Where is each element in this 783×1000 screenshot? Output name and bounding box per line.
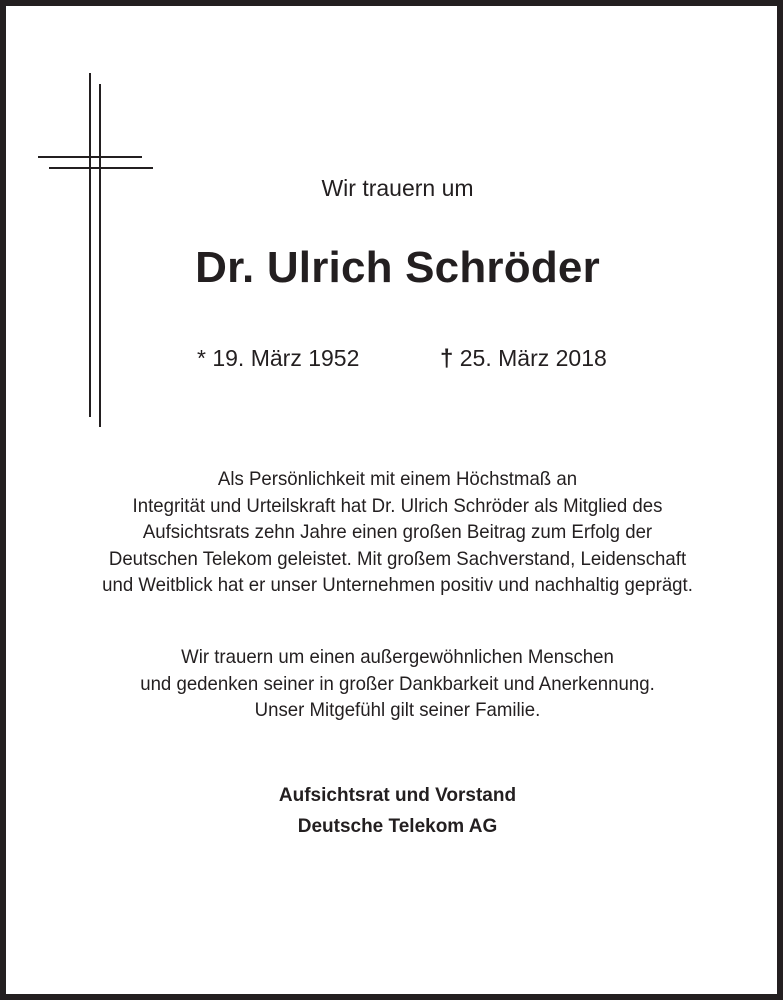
- deceased-name: Dr. Ulrich Schröder: [195, 243, 600, 292]
- paragraph-line: Aufsichtsrats zehn Jahre einen großen Beitrag zum Erfolg der: [142, 521, 653, 544]
- signature-line-company: Deutsche Telekom AG: [297, 816, 498, 837]
- tribute-paragraph: [6, 466, 783, 599]
- death-date: [440, 344, 607, 373]
- paragraph-line: Wir trauern um einen außergewöhnlichen Menschen: [181, 646, 614, 668]
- paragraph-line: Deutschen Telekom geleistet. Mit großem Sachverstand, Leidenschaft: [108, 547, 687, 570]
- paragraph-line: und Weitblick hat er unser Unternehmen positiv und nachhaltig geprägt.: [102, 574, 693, 597]
- intro-text: Wir trauern um: [321, 175, 474, 201]
- condolence-paragraph: [6, 644, 783, 724]
- paragraph-line: und gedenken seiner in großer Dankbarkeit und Anerkennung.: [140, 672, 655, 695]
- birth-date-text: 19. März 1952: [212, 345, 360, 371]
- paragraph-line: Unser Mitgefühl gilt seiner Familie.: [254, 699, 541, 722]
- birth-symbol: *: [197, 345, 206, 371]
- signature-block: [6, 780, 783, 842]
- death-date-text: 25. März 2018: [459, 345, 607, 371]
- dagger-icon: †: [440, 345, 454, 372]
- cross-horizontal-line-2: [49, 167, 153, 169]
- paragraph-line: Als Persönlichkeit mit einem Höchstmaß an: [217, 468, 578, 490]
- signature-line-board: Aufsichtsrat und Vorstand: [278, 785, 517, 806]
- cross-horizontal-line-1: [38, 156, 142, 158]
- birth-date: [197, 344, 359, 372]
- paragraph-line: Integrität und Urteilskraft hat Dr. Ulrich Schröder als Mitglied des: [132, 494, 663, 517]
